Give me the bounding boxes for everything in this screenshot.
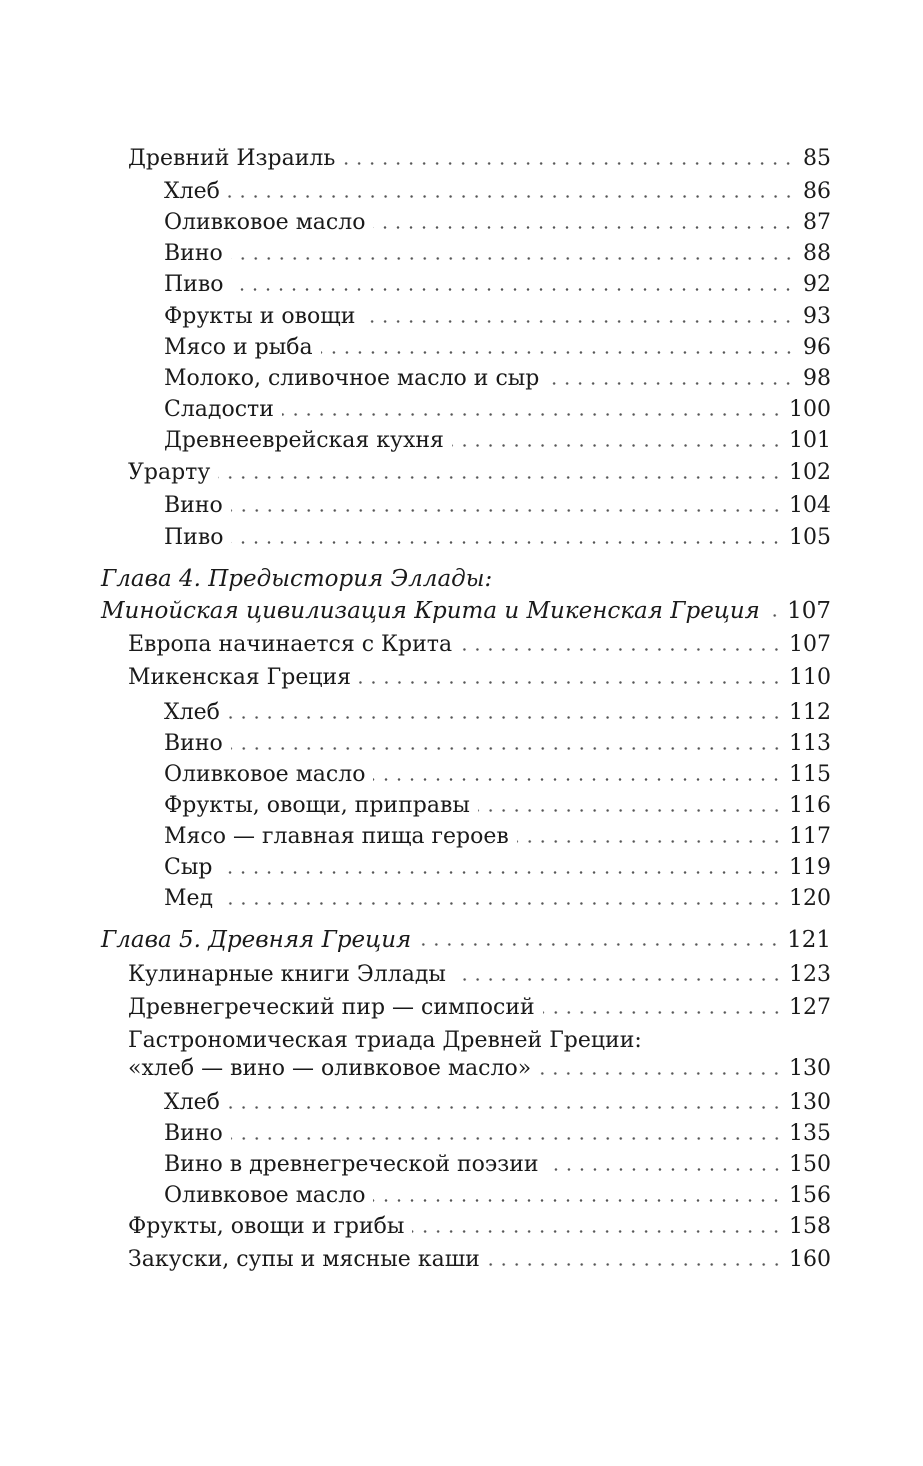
toc-entry[interactable]: [128, 146, 831, 172]
toc-entry-page: 130: [789, 1090, 831, 1115]
leader-dots: [478, 809, 783, 812]
toc-entry-title: Европа начинается с Крита: [128, 632, 453, 657]
toc-entry-page: 107: [787, 598, 831, 624]
leader-dots: [231, 257, 795, 260]
toc-entry-title: Оливковое масло: [164, 762, 366, 787]
toc-entry[interactable]: [164, 762, 831, 788]
toc-entry-page: 160: [789, 1247, 831, 1272]
leader-dots: [231, 288, 795, 291]
toc-entry-title: Вино: [164, 241, 223, 266]
toc-entry[interactable]: [128, 1056, 831, 1082]
toc-entry[interactable]: [164, 855, 831, 881]
leader-dots: [228, 195, 795, 198]
toc-entry-title: Хлеб: [164, 179, 220, 204]
toc-entry-title: Хлеб: [164, 700, 220, 725]
leader-dots: [517, 840, 783, 843]
toc-entry[interactable]: [128, 995, 831, 1021]
toc-entry-page: 112: [789, 700, 831, 725]
toc-entry-title: Минойская цивилизация Крита и Микенская Греция: [101, 598, 760, 624]
toc-entry-title: Вино: [164, 1121, 223, 1146]
toc-entry-page: 87: [803, 210, 831, 235]
toc-entry-title: Сыр: [164, 855, 213, 880]
toc-entry[interactable]: [164, 886, 831, 912]
toc-entry[interactable]: [164, 1121, 831, 1147]
leader-dots: [231, 541, 783, 544]
toc-entry[interactable]: [164, 272, 831, 298]
toc-entry[interactable]: [164, 179, 831, 205]
toc-entry-title: Оливковое масло: [164, 210, 366, 235]
toc-entry-page: 121: [787, 927, 831, 953]
toc-entry-title: Кулинарные книги Эллады: [128, 962, 446, 987]
toc-entry-page: 123: [789, 962, 831, 987]
toc-entry-page: 88: [803, 241, 831, 266]
toc-entry-page: 98: [803, 366, 831, 391]
leader-dots: [231, 747, 783, 750]
toc-entry-page: 101: [789, 428, 831, 453]
leader-dots: [543, 1011, 783, 1014]
leader-dots: [539, 1072, 783, 1075]
leader-dots: [321, 351, 795, 354]
chapter-heading-line: Глава 4. Предыстория Эллады:: [101, 566, 493, 592]
toc-entry-page: 110: [789, 665, 831, 690]
toc-entry-page: 119: [789, 855, 831, 880]
toc-entry-page: 115: [789, 762, 831, 787]
toc-entry-title: «хлеб — вино — оливковое масло»: [128, 1056, 532, 1081]
toc-entry-page: 105: [789, 525, 831, 550]
toc-entry[interactable]: [164, 335, 831, 361]
toc-entry[interactable]: [128, 1214, 831, 1240]
toc-entry-title: Пиво: [164, 272, 224, 297]
toc-entry[interactable]: [164, 304, 831, 330]
toc-entry[interactable]: [164, 428, 831, 454]
toc-entry-page: 156: [789, 1183, 831, 1208]
leader-dots: [547, 1168, 783, 1171]
toc-entry-title: Вино: [164, 493, 223, 518]
toc-entry[interactable]: [128, 460, 831, 486]
toc-entry-title: Оливковое масло: [164, 1183, 366, 1208]
toc-entry-title: Закуски, супы и мясные каши: [128, 1247, 480, 1272]
toc-entry-title: Древнегреческий пир — симпосий: [128, 995, 535, 1020]
toc-entry-page: 100: [789, 397, 831, 422]
toc-entry[interactable]: [164, 493, 831, 519]
leader-dots: [460, 648, 783, 651]
toc-entry[interactable]: [164, 824, 831, 850]
toc-entry-page: 135: [789, 1121, 831, 1146]
leader-dots: [228, 1106, 783, 1109]
leader-dots: [452, 444, 783, 447]
toc-entry-page: 85: [803, 146, 831, 171]
toc-entry[interactable]: [164, 1090, 831, 1116]
toc-entry[interactable]: [164, 700, 831, 726]
leader-dots: [373, 226, 795, 229]
toc-entry[interactable]: [128, 632, 831, 658]
toc-entry[interactable]: [164, 1152, 831, 1178]
toc-chapter-entry[interactable]: [101, 598, 831, 624]
toc-entry-page: 130: [789, 1056, 831, 1081]
toc-entry-title: Хлеб: [164, 1090, 220, 1115]
leader-dots: [282, 413, 783, 416]
toc-entry-page: 116: [789, 793, 831, 818]
toc-entry-page: 86: [803, 179, 831, 204]
toc-entry-title: Микенская Греция: [128, 665, 352, 690]
toc-entry[interactable]: [128, 665, 831, 691]
toc-entry-title: Фрукты и овощи: [164, 304, 356, 329]
toc-entry-title: Глава 5. Древняя Греция: [101, 927, 412, 953]
toc-entry[interactable]: [164, 241, 831, 267]
toc-entry[interactable]: [164, 731, 831, 757]
toc-entry-title: Мясо — главная пища героев: [164, 824, 509, 849]
leader-dots: [218, 476, 783, 479]
leader-dots: [228, 716, 783, 719]
toc-entry-title: Вино: [164, 731, 223, 756]
toc-chapter-entry[interactable]: [101, 927, 831, 953]
leader-dots: [343, 162, 795, 165]
leader-dots: [220, 871, 783, 874]
toc-entry[interactable]: [128, 962, 831, 988]
leader-dots: [488, 1263, 783, 1266]
toc-entry-title: Урарту: [128, 460, 211, 485]
leader-dots: [231, 509, 783, 512]
toc-entry-title: Мед: [164, 886, 214, 911]
toc-entry-page: 93: [803, 304, 831, 329]
leader-dots: [454, 978, 783, 981]
toc-entry-page: 158: [789, 1214, 831, 1239]
toc-entry-page: 107: [789, 632, 831, 657]
leader-dots: [359, 681, 783, 684]
toc-entry-title: Древний Израиль: [128, 146, 336, 171]
toc-entry[interactable]: [128, 1247, 831, 1273]
toc-entry[interactable]: [164, 366, 831, 392]
leader-dots: [547, 382, 795, 385]
leader-dots: [768, 614, 781, 617]
toc-entry-page: 117: [789, 824, 831, 849]
leader-dots: [221, 902, 783, 905]
toc-entry-page: 150: [789, 1152, 831, 1177]
toc-entry-title: Фрукты, овощи, приправы: [164, 793, 470, 818]
toc-entry-page: 102: [789, 460, 831, 485]
toc-entry-title: Пиво: [164, 525, 224, 550]
toc-entry-page: 127: [789, 995, 831, 1020]
toc-entry-title: Древнееврейская кухня: [164, 428, 444, 453]
leader-dots: [412, 1230, 783, 1233]
toc-entry-page: 92: [803, 272, 831, 297]
leader-dots: [231, 1137, 783, 1140]
leader-dots: [373, 778, 783, 781]
toc-entry-title: Молоко, сливочное масло и сыр: [164, 366, 540, 391]
toc-entry-title: Фрукты, овощи и грибы: [128, 1214, 405, 1239]
toc-entry[interactable]: [164, 210, 831, 236]
leader-dots: [373, 1199, 783, 1202]
toc-entry[interactable]: [164, 525, 831, 551]
leader-dots: [363, 320, 795, 323]
toc-entry-page: 120: [789, 886, 831, 911]
toc-entry[interactable]: [164, 793, 831, 819]
toc-entry-page: 104: [789, 493, 831, 518]
toc-entry[interactable]: [164, 1183, 831, 1209]
leader-dots: [419, 943, 781, 946]
toc-entry-page: 96: [803, 335, 831, 360]
toc-entry-title-line: Гастрономическая триада Древней Греции:: [128, 1028, 642, 1053]
toc-entry[interactable]: [164, 397, 831, 423]
toc-entry-page: 113: [789, 731, 831, 756]
toc-entry-title: Мясо и рыба: [164, 335, 313, 360]
toc-entry-title: Сладости: [164, 397, 274, 422]
toc-entry-title: Вино в древнегреческой поэзии: [164, 1152, 539, 1177]
